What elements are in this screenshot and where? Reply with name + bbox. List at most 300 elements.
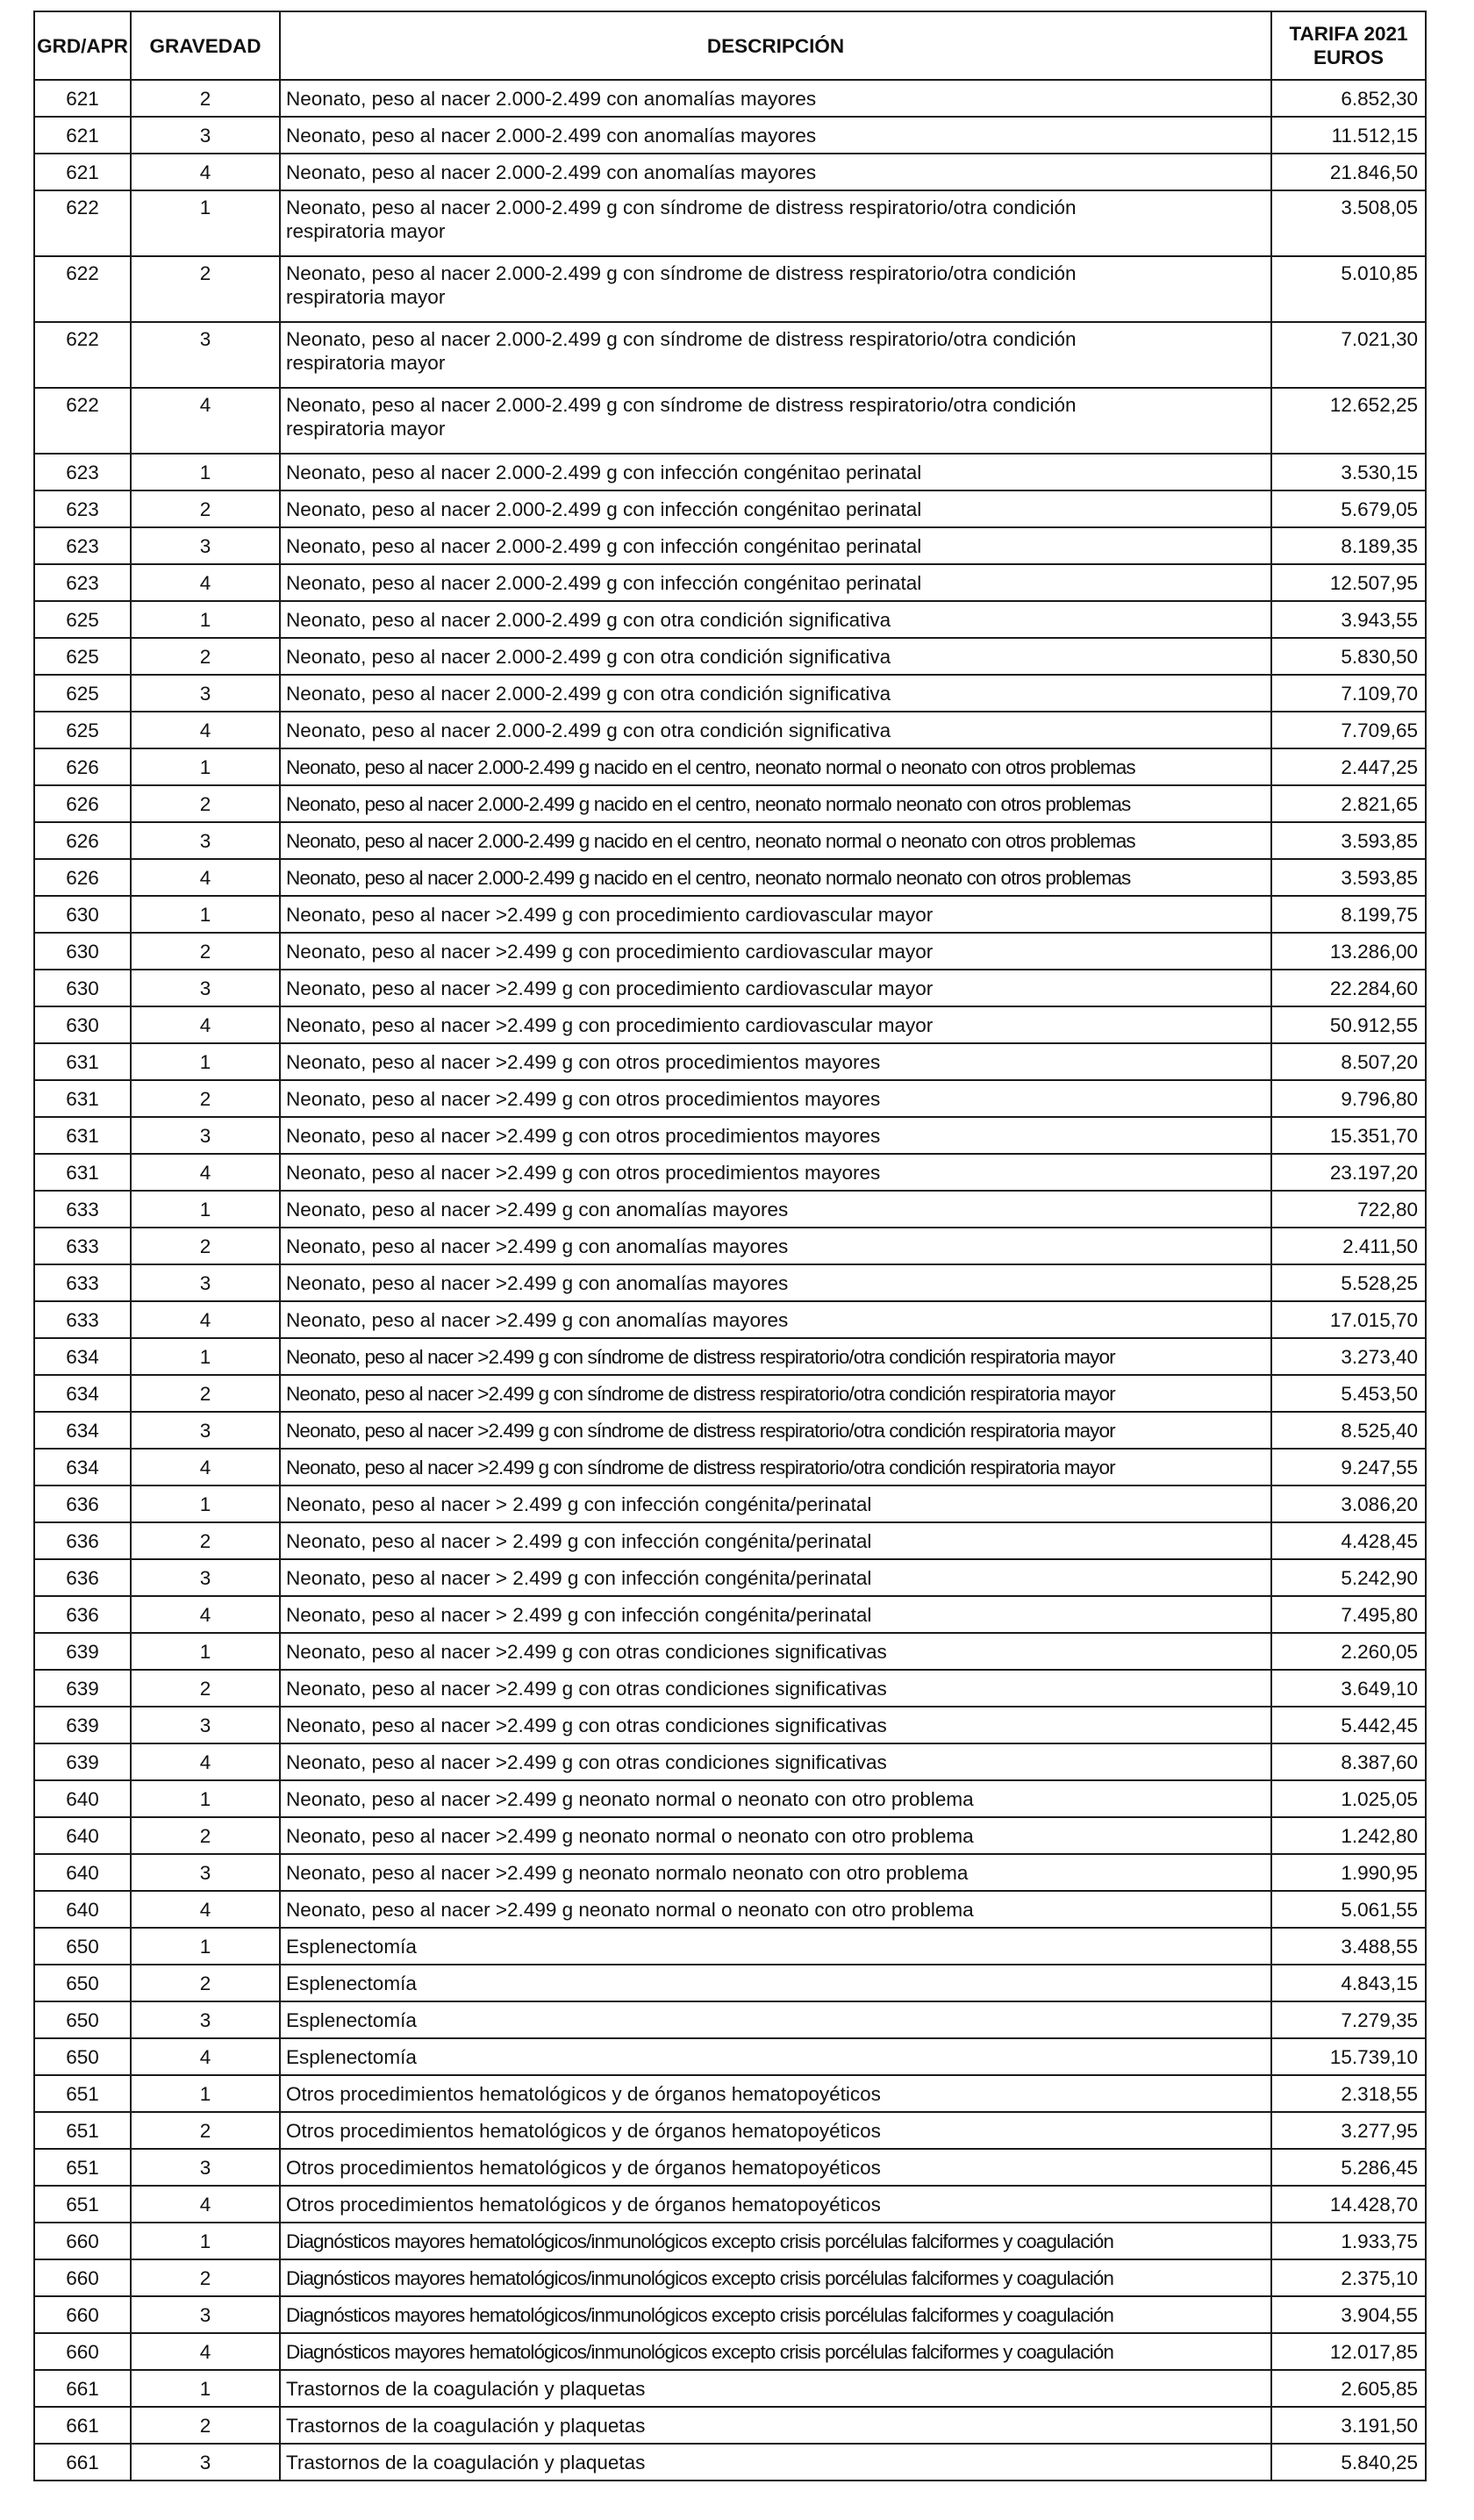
table-row [34,322,1426,388]
table-header-row [34,11,1426,80]
header-tarifa-line2: EUROS [1313,47,1384,68]
cell-tarifa: 50.912,55 [1271,1006,1426,1043]
header-tarifa [1271,11,1426,80]
cell-grd: 623 [34,454,131,490]
cell-grd: 623 [34,490,131,527]
table-row [34,933,1426,970]
table-row [34,527,1426,564]
cell-tarifa: 3.904,55 [1271,2296,1426,2333]
table-row [34,2444,1426,2481]
cell-grd: 626 [34,748,131,785]
cell-gravedad: 2 [131,2259,280,2296]
cell-gravedad: 1 [131,1780,280,1817]
cell-gravedad: 3 [131,675,280,712]
cell-gravedad: 4 [131,564,280,601]
cell-gravedad: 4 [131,2186,280,2223]
cell-descripcion: Neonato, peso al nacer >2.499 g con anomalías mayores [280,1228,1271,1264]
cell-descripcion: Neonato, peso al nacer >2.499 g neonato normal o neonato con otro problema [280,1891,1271,1928]
table-row [34,1117,1426,1154]
cell-grd: 640 [34,1780,131,1817]
table-row [34,785,1426,822]
cell-descripcion: Neonato, peso al nacer 2.000-2.499 g con otra condición significativa [280,675,1271,712]
cell-descripcion: Neonato, peso al nacer >2.499 g con otras condiciones significativas [280,1670,1271,1707]
table-body [34,80,1426,2481]
cell-tarifa: 4.843,15 [1271,1965,1426,2001]
cell-grd: 634 [34,1375,131,1412]
cell-tarifa: 3.277,95 [1271,2112,1426,2149]
cell-descripcion: Diagnósticos mayores hematológicos/inmunológicos excepto crisis porcélulas falciformes y coagulación [280,2223,1271,2259]
cell-gravedad: 2 [131,1522,280,1559]
cell-descripcion: Neonato, peso al nacer >2.499 g con procedimiento cardiovascular mayor [280,896,1271,933]
cell-grd: 636 [34,1522,131,1559]
cell-gravedad: 4 [131,1743,280,1780]
cell-descripcion: Otros procedimientos hematológicos y de órganos hematopoyéticos [280,2075,1271,2112]
cell-gravedad: 3 [131,117,280,154]
cell-gravedad: 1 [131,1928,280,1965]
cell-descripcion: Neonato, peso al nacer >2.499 g con otros procedimientos mayores [280,1117,1271,1154]
cell-grd: 633 [34,1264,131,1301]
table-row [34,80,1426,117]
cell-descripcion: Neonato, peso al nacer 2.000-2.499 g con otra condición significativa [280,638,1271,675]
cell-tarifa: 3.086,20 [1271,1486,1426,1522]
cell-tarifa: 3.649,10 [1271,1670,1426,1707]
cell-grd: 621 [34,154,131,190]
table-row [34,2259,1426,2296]
cell-tarifa: 3.530,15 [1271,454,1426,490]
cell-descripcion: Neonato, peso al nacer >2.499 g con síndrome de distress respiratorio/otra condición respiratoria mayor [280,1449,1271,1486]
cell-tarifa: 13.286,00 [1271,933,1426,970]
cell-gravedad: 4 [131,1006,280,1043]
cell-grd: 631 [34,1117,131,1154]
cell-tarifa: 1.990,95 [1271,1854,1426,1891]
cell-grd: 660 [34,2259,131,2296]
cell-descripcion: Neonato, peso al nacer >2.499 g neonato normal o neonato con otro problema [280,1817,1271,1854]
cell-tarifa: 8.199,75 [1271,896,1426,933]
cell-tarifa: 3.943,55 [1271,601,1426,638]
cell-descripcion: Neonato, peso al nacer >2.499 g con procedimiento cardiovascular mayor [280,933,1271,970]
cell-grd: 622 [34,388,131,454]
cell-tarifa: 5.010,85 [1271,256,1426,322]
cell-gravedad: 2 [131,490,280,527]
cell-descripcion: Neonato, peso al nacer 2.000-2.499 g nacido en el centro, neonato normal o neonato con otros problemas [280,822,1271,859]
cell-descripcion: Neonato, peso al nacer 2.000-2.499 g con otra condición significativa [280,712,1271,748]
table-row [34,1596,1426,1633]
cell-grd: 651 [34,2149,131,2186]
table-row [34,117,1426,154]
tariff-table [33,11,1427,2481]
table-row [34,896,1426,933]
cell-descripcion: Trastornos de la coagulación y plaquetas [280,2370,1271,2407]
cell-gravedad: 1 [131,748,280,785]
cell-descripcion: Otros procedimientos hematológicos y de órganos hematopoyéticos [280,2149,1271,2186]
cell-grd: 626 [34,785,131,822]
cell-gravedad: 4 [131,1301,280,1338]
cell-gravedad: 2 [131,1817,280,1854]
cell-gravedad: 1 [131,454,280,490]
table-row [34,154,1426,190]
cell-tarifa: 14.428,70 [1271,2186,1426,2223]
cell-descripcion: Neonato, peso al nacer >2.499 g con procedimiento cardiovascular mayor [280,1006,1271,1043]
cell-tarifa: 9.247,55 [1271,1449,1426,1486]
cell-grd: 634 [34,1449,131,1486]
cell-gravedad: 3 [131,322,280,388]
table-row [34,1670,1426,1707]
cell-descripcion: Neonato, peso al nacer >2.499 g con anomalías mayores [280,1301,1271,1338]
cell-gravedad: 1 [131,2223,280,2259]
cell-grd: 636 [34,1486,131,1522]
cell-descripcion: Neonato, peso al nacer > 2.499 g con infección congénita/perinatal [280,1486,1271,1522]
header-tarifa-line1: TARIFA 2021 [1289,23,1408,45]
cell-grd: 622 [34,322,131,388]
cell-tarifa: 4.428,45 [1271,1522,1426,1559]
cell-gravedad: 3 [131,1707,280,1743]
table-row [34,712,1426,748]
cell-gravedad: 4 [131,154,280,190]
cell-descripcion [280,256,1271,322]
cell-descripcion: Neonato, peso al nacer 2.000-2.499 g con infección congénitao perinatal [280,454,1271,490]
cell-grd: 625 [34,601,131,638]
cell-tarifa: 3.508,05 [1271,190,1426,256]
cell-tarifa: 11.512,15 [1271,117,1426,154]
cell-gravedad: 2 [131,638,280,675]
cell-descripcion: Neonato, peso al nacer >2.499 g neonato normalo neonato con otro problema [280,1854,1271,1891]
cell-grd: 661 [34,2370,131,2407]
cell-gravedad: 3 [131,2296,280,2333]
cell-gravedad: 1 [131,1633,280,1670]
cell-tarifa: 8.525,40 [1271,1412,1426,1449]
table-row [34,2370,1426,2407]
cell-gravedad: 3 [131,1264,280,1301]
table-row [34,638,1426,675]
cell-grd: 634 [34,1412,131,1449]
cell-tarifa: 15.739,10 [1271,2038,1426,2075]
cell-descripcion: Neonato, peso al nacer 2.000-2.499 con anomalías mayores [280,80,1271,117]
table-row [34,2112,1426,2149]
table-row [34,2296,1426,2333]
cell-tarifa: 5.442,45 [1271,1707,1426,1743]
cell-tarifa: 5.286,45 [1271,2149,1426,2186]
table-row [34,1854,1426,1891]
cell-tarifa: 2.411,50 [1271,1228,1426,1264]
table-row [34,748,1426,785]
cell-tarifa: 17.015,70 [1271,1301,1426,1338]
cell-grd: 639 [34,1633,131,1670]
cell-descripcion: Neonato, peso al nacer 2.000-2.499 con anomalías mayores [280,117,1271,154]
table-row [34,1080,1426,1117]
cell-descripcion: Neonato, peso al nacer >2.499 g con otras condiciones significativas [280,1633,1271,1670]
table-row [34,2186,1426,2223]
table-row [34,1928,1426,1965]
cell-gravedad: 2 [131,1965,280,2001]
table-row [34,1633,1426,1670]
cell-gravedad: 2 [131,2112,280,2149]
cell-descripcion: Esplenectomía [280,1928,1271,1965]
cell-grd: 625 [34,712,131,748]
cell-tarifa: 2.260,05 [1271,1633,1426,1670]
descripcion-line2: respiratoria mayor [286,418,446,440]
cell-grd: 626 [34,859,131,896]
cell-tarifa: 23.197,20 [1271,1154,1426,1191]
cell-grd: 633 [34,1191,131,1228]
cell-gravedad: 1 [131,1191,280,1228]
cell-descripcion: Trastornos de la coagulación y plaquetas [280,2407,1271,2444]
cell-tarifa: 12.017,85 [1271,2333,1426,2370]
table-row [34,601,1426,638]
table-row [34,1743,1426,1780]
table-row [34,2149,1426,2186]
cell-grd: 651 [34,2186,131,2223]
header-grd: GRD/APR [34,11,131,80]
table-row [34,1264,1426,1301]
cell-gravedad: 4 [131,1449,280,1486]
table-row [34,1780,1426,1817]
cell-gravedad: 3 [131,2444,280,2481]
cell-tarifa: 5.830,50 [1271,638,1426,675]
descripcion-line2: respiratoria mayor [286,352,446,374]
cell-tarifa: 2.605,85 [1271,2370,1426,2407]
table-row [34,388,1426,454]
table-row [34,2038,1426,2075]
cell-gravedad: 4 [131,2333,280,2370]
cell-gravedad: 4 [131,859,280,896]
table-row [34,1301,1426,1338]
cell-gravedad: 4 [131,388,280,454]
table-row [34,1006,1426,1043]
cell-grd: 631 [34,1080,131,1117]
table-row [34,2075,1426,2112]
table-row [34,1154,1426,1191]
table-row [34,190,1426,256]
cell-descripcion: Neonato, peso al nacer >2.499 g con síndrome de distress respiratorio/otra condición respiratoria mayor [280,1338,1271,1375]
cell-gravedad: 2 [131,256,280,322]
cell-tarifa: 3.593,85 [1271,859,1426,896]
cell-grd: 623 [34,527,131,564]
cell-gravedad: 3 [131,1559,280,1596]
cell-grd: 626 [34,822,131,859]
cell-gravedad: 2 [131,1375,280,1412]
cell-grd: 660 [34,2296,131,2333]
cell-tarifa: 2.375,10 [1271,2259,1426,2296]
cell-gravedad: 2 [131,80,280,117]
cell-descripcion [280,388,1271,454]
cell-gravedad: 1 [131,190,280,256]
cell-tarifa: 12.507,95 [1271,564,1426,601]
cell-descripcion: Otros procedimientos hematológicos y de órganos hematopoyéticos [280,2112,1271,2149]
cell-tarifa: 5.061,55 [1271,1891,1426,1928]
cell-gravedad: 4 [131,1596,280,1633]
cell-grd: 660 [34,2333,131,2370]
cell-tarifa: 5.840,25 [1271,2444,1426,2481]
cell-tarifa: 1.025,05 [1271,1780,1426,1817]
cell-tarifa: 6.852,30 [1271,80,1426,117]
cell-descripcion: Esplenectomía [280,2001,1271,2038]
cell-grd: 639 [34,1670,131,1707]
cell-gravedad: 3 [131,1117,280,1154]
table-row [34,859,1426,896]
cell-grd: 630 [34,933,131,970]
cell-grd: 630 [34,1006,131,1043]
cell-tarifa: 722,80 [1271,1191,1426,1228]
cell-tarifa: 3.593,85 [1271,822,1426,859]
table-row [34,1522,1426,1559]
cell-grd: 650 [34,1928,131,1965]
tariff-table-container [33,11,1425,2481]
cell-tarifa: 8.189,35 [1271,527,1426,564]
table-row [34,2407,1426,2444]
table-row [34,2001,1426,2038]
cell-gravedad: 4 [131,1891,280,1928]
cell-gravedad: 1 [131,1338,280,1375]
cell-tarifa: 5.453,50 [1271,1375,1426,1412]
cell-grd: 631 [34,1043,131,1080]
cell-tarifa: 2.447,25 [1271,748,1426,785]
cell-grd: 650 [34,2038,131,2075]
cell-grd: 651 [34,2112,131,2149]
table-row [34,1043,1426,1080]
table-row [34,1228,1426,1264]
cell-descripcion: Diagnósticos mayores hematológicos/inmunológicos excepto crisis porcélulas falciformes y coagulación [280,2333,1271,2370]
cell-grd: 621 [34,117,131,154]
cell-grd: 636 [34,1596,131,1633]
cell-gravedad: 2 [131,785,280,822]
table-row [34,1338,1426,1375]
cell-gravedad: 3 [131,2149,280,2186]
table-row [34,1191,1426,1228]
cell-gravedad: 4 [131,1154,280,1191]
table-row [34,1412,1426,1449]
descripcion-line1: Neonato, peso al nacer 2.000-2.499 g con síndrome de distress respiratorio/otra condición [286,328,1077,350]
cell-grd: 636 [34,1559,131,1596]
descripcion-line2: respiratoria mayor [286,286,446,308]
table-row [34,822,1426,859]
cell-grd: 640 [34,1854,131,1891]
cell-grd: 661 [34,2444,131,2481]
cell-tarifa: 12.652,25 [1271,388,1426,454]
cell-tarifa: 5.528,25 [1271,1264,1426,1301]
cell-grd: 631 [34,1154,131,1191]
cell-tarifa: 5.679,05 [1271,490,1426,527]
descripcion-line1: Neonato, peso al nacer 2.000-2.499 g con síndrome de distress respiratorio/otra condición [286,197,1077,218]
cell-tarifa: 8.387,60 [1271,1743,1426,1780]
cell-grd: 650 [34,1965,131,2001]
descripcion-line2: respiratoria mayor [286,220,446,242]
cell-tarifa: 3.191,50 [1271,2407,1426,2444]
cell-gravedad: 3 [131,527,280,564]
table-row [34,675,1426,712]
cell-descripcion: Neonato, peso al nacer >2.499 g con síndrome de distress respiratorio/otra condición respiratoria mayor [280,1412,1271,1449]
cell-descripcion: Neonato, peso al nacer >2.499 g con otros procedimientos mayores [280,1043,1271,1080]
table-row [34,1707,1426,1743]
cell-descripcion: Neonato, peso al nacer > 2.499 g con infección congénita/perinatal [280,1596,1271,1633]
cell-gravedad: 3 [131,822,280,859]
cell-grd: 639 [34,1743,131,1780]
cell-tarifa: 2.318,55 [1271,2075,1426,2112]
cell-gravedad: 1 [131,2075,280,2112]
table-row [34,1891,1426,1928]
cell-tarifa: 15.351,70 [1271,1117,1426,1154]
cell-descripcion: Neonato, peso al nacer 2.000-2.499 g con infección congénitao perinatal [280,564,1271,601]
cell-tarifa: 8.507,20 [1271,1043,1426,1080]
cell-descripcion: Neonato, peso al nacer >2.499 g con otras condiciones significativas [280,1707,1271,1743]
table-row [34,256,1426,322]
cell-descripcion: Neonato, peso al nacer > 2.499 g con infección congénita/perinatal [280,1559,1271,1596]
cell-descripcion: Neonato, peso al nacer 2.000-2.499 g con infección congénitao perinatal [280,490,1271,527]
table-row [34,1449,1426,1486]
cell-descripcion: Neonato, peso al nacer >2.499 g con otros procedimientos mayores [280,1080,1271,1117]
cell-tarifa: 22.284,60 [1271,970,1426,1006]
table-row [34,454,1426,490]
cell-gravedad: 4 [131,2038,280,2075]
cell-grd: 660 [34,2223,131,2259]
cell-gravedad: 3 [131,970,280,1006]
cell-descripcion: Otros procedimientos hematológicos y de órganos hematopoyéticos [280,2186,1271,2223]
cell-tarifa: 7.279,35 [1271,2001,1426,2038]
cell-descripcion: Esplenectomía [280,2038,1271,2075]
cell-descripcion: Neonato, peso al nacer 2.000-2.499 g nacido en el centro, neonato normalo neonato con otros problemas [280,859,1271,896]
cell-grd: 640 [34,1891,131,1928]
descripcion-line1: Neonato, peso al nacer 2.000-2.499 g con síndrome de distress respiratorio/otra condición [286,262,1077,284]
cell-tarifa: 7.109,70 [1271,675,1426,712]
cell-descripcion: Neonato, peso al nacer >2.499 g con síndrome de distress respiratorio/otra condición respiratoria mayor [280,1375,1271,1412]
table-row [34,2223,1426,2259]
cell-grd: 623 [34,564,131,601]
cell-gravedad: 2 [131,933,280,970]
cell-descripcion: Neonato, peso al nacer >2.499 g neonato normal o neonato con otro problema [280,1780,1271,1817]
cell-grd: 651 [34,2075,131,2112]
cell-tarifa: 7.021,30 [1271,322,1426,388]
cell-gravedad: 3 [131,1854,280,1891]
table-row [34,2333,1426,2370]
table-row [34,970,1426,1006]
table-row [34,1965,1426,2001]
cell-grd: 621 [34,80,131,117]
cell-tarifa: 21.846,50 [1271,154,1426,190]
header-gravedad: GRAVEDAD [131,11,280,80]
cell-gravedad: 1 [131,1043,280,1080]
cell-grd: 633 [34,1228,131,1264]
cell-descripcion: Neonato, peso al nacer >2.499 g con procedimiento cardiovascular mayor [280,970,1271,1006]
cell-tarifa: 3.488,55 [1271,1928,1426,1965]
table-row [34,564,1426,601]
cell-gravedad: 3 [131,1412,280,1449]
cell-gravedad: 1 [131,601,280,638]
cell-grd: 630 [34,970,131,1006]
cell-gravedad: 2 [131,1228,280,1264]
cell-descripcion: Neonato, peso al nacer 2.000-2.499 con anomalías mayores [280,154,1271,190]
table-row [34,490,1426,527]
cell-gravedad: 1 [131,896,280,933]
cell-gravedad: 1 [131,1486,280,1522]
cell-grd: 634 [34,1338,131,1375]
cell-gravedad: 1 [131,2370,280,2407]
cell-tarifa: 9.796,80 [1271,1080,1426,1117]
cell-descripcion: Diagnósticos mayores hematológicos/inmunológicos excepto crisis porcélulas falciformes y coagulación [280,2259,1271,2296]
cell-grd: 625 [34,638,131,675]
cell-descripcion: Esplenectomía [280,1965,1271,2001]
cell-descripcion: Neonato, peso al nacer >2.499 g con otras condiciones significativas [280,1743,1271,1780]
cell-descripcion: Neonato, peso al nacer 2.000-2.499 g con otra condición significativa [280,601,1271,638]
cell-gravedad: 2 [131,1670,280,1707]
cell-tarifa: 1.242,80 [1271,1817,1426,1854]
descripcion-line1: Neonato, peso al nacer 2.000-2.499 g con síndrome de distress respiratorio/otra condición [286,394,1077,416]
cell-descripcion: Neonato, peso al nacer 2.000-2.499 g nacido en el centro, neonato normalo neonato con otros problemas [280,785,1271,822]
cell-gravedad: 4 [131,712,280,748]
cell-descripcion: Neonato, peso al nacer >2.499 g con anomalías mayores [280,1191,1271,1228]
cell-tarifa: 1.933,75 [1271,2223,1426,2259]
cell-tarifa: 7.495,80 [1271,1596,1426,1633]
cell-grd: 630 [34,896,131,933]
cell-tarifa: 3.273,40 [1271,1338,1426,1375]
